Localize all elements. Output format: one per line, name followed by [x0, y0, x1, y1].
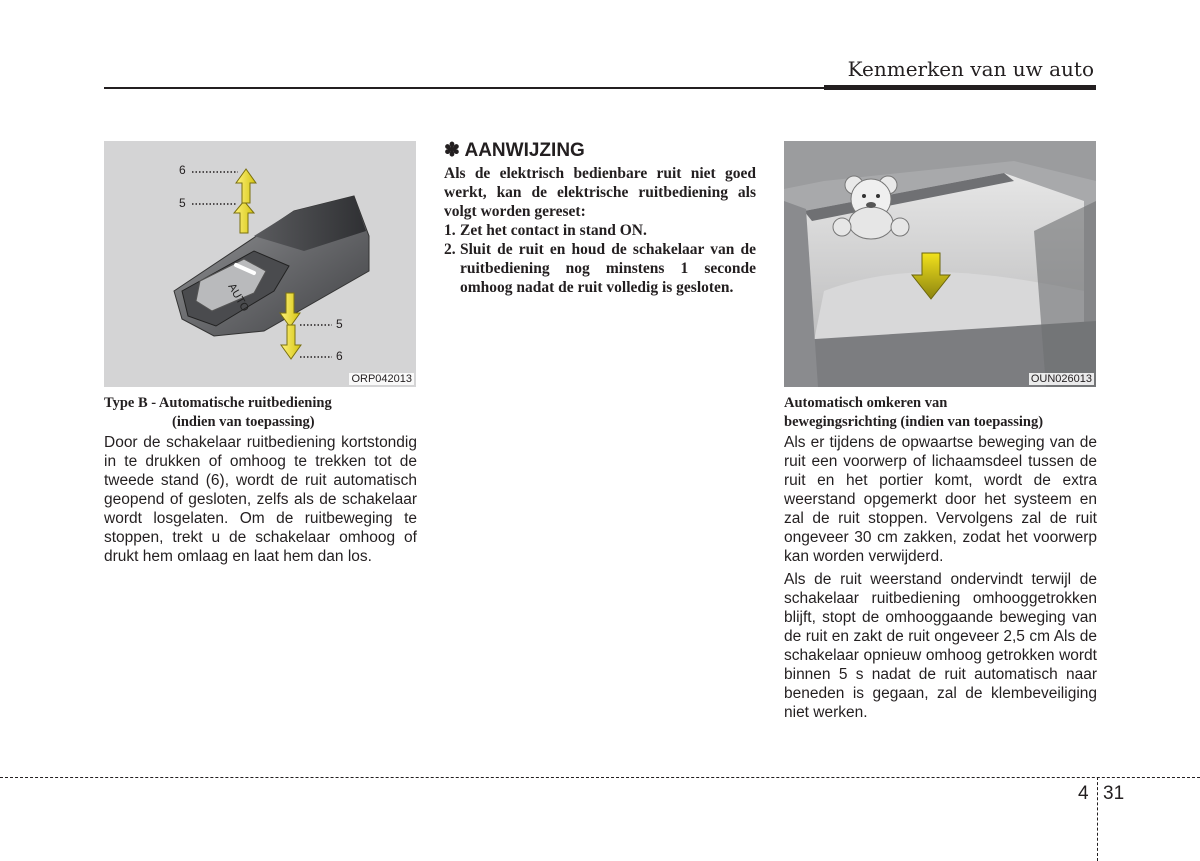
window-switch-figure: [104, 141, 416, 387]
left-body-text: [104, 433, 417, 570]
label-position-6-down: 6: [336, 349, 343, 363]
page-number: 31: [1103, 783, 1125, 804]
label-position-5-down: 5: [336, 317, 343, 331]
footer-dashed-rule: [0, 777, 1200, 778]
caption-line: bewegingsrichting (indien van toepassing): [784, 414, 1044, 430]
right-figure-caption: [784, 394, 1096, 432]
note-body: [444, 164, 756, 297]
switch-auto-text: AUTO: [225, 281, 251, 314]
note-item-text: Sluit de ruit en houd de schakelaar van de ruitbediening nog minstens 1 seconde omhoog nadat de ruit volledig is gesloten.: [460, 241, 756, 296]
chapter-number: 4: [1078, 783, 1089, 804]
arrow-up-icon: [236, 169, 256, 203]
car-window-illustration: [784, 141, 1096, 387]
footer-vertical-dashed-rule: [1097, 777, 1098, 861]
figure-code: OUN026013: [1030, 373, 1092, 385]
paragraph: Als de ruit weerstand ondervindt terwijl de schakelaar ruitbediening omhooggetrokken blijft, stopt de omhooggaande beweging van de ruit en zakt de ruit ongeveer 2,5 cm Als de schakelaar opnieuw omhoog getrokken wordt binnen 5 s nadat de ruit automatisch naar beneden is gegaan, zal de klembeveiliging niet werken.: [784, 571, 1097, 721]
left-figure-caption: [104, 394, 416, 432]
label-position-6-up: 6: [179, 163, 186, 177]
label-position-5-up: 5: [179, 196, 186, 210]
caption-line: Type B - Automatische ruitbediening: [104, 395, 332, 411]
note-item-text: Zet het contact in stand ON.: [460, 222, 647, 239]
paragraph: Door de schakelaar ruitbediening kortstondig in te drukken of omhoog te trekken tot de tweede stand (6), wordt de ruit automatisch geopend of gesloten, zelfs als de schakelaar wordt losgelaten. Om de ruitbeweging te stoppen, trekt u de schakelaar omhoog of drukt hem omlaag en laat hem dan los.: [104, 434, 417, 565]
arrow-up-icon: [234, 201, 254, 233]
car-window-figure: [784, 141, 1096, 387]
arrow-down-icon: [281, 325, 301, 359]
right-body-text: [784, 433, 1097, 726]
running-header-title: Kenmerken van uw auto: [847, 57, 1094, 81]
figure-code: ORP042013: [351, 373, 412, 385]
caption-line: (indien van toepassing): [172, 414, 315, 430]
window-switch-illustration: [104, 141, 416, 387]
note-intro: Als de elektrisch bedienbare ruit niet goed werkt, kan de elektrische ruitbediening als volgt worden gereset:: [444, 165, 756, 220]
note-list-item: [444, 240, 756, 297]
note-title: ✽ AANWIJZING: [444, 140, 585, 161]
note-list: [444, 221, 756, 297]
header-rule-accent: [824, 85, 1096, 90]
note-item-number: 2.: [444, 241, 456, 258]
paragraph: Als er tijdens de opwaartse beweging van de ruit een voorwerp of lichaamsdeel tussen de ruit en het portier komt, wordt de extra weerstand opgemerkt door het systeem en zal de ruit stoppen. Vervolgens zal de ruit ongeveer 30 cm zakken, zodat het voorwerp kan worden verwijderd.: [784, 434, 1097, 565]
note-list-item: [444, 221, 756, 240]
note-item-number: 1.: [444, 222, 456, 239]
caption-line: Automatisch omkeren van: [784, 395, 948, 411]
